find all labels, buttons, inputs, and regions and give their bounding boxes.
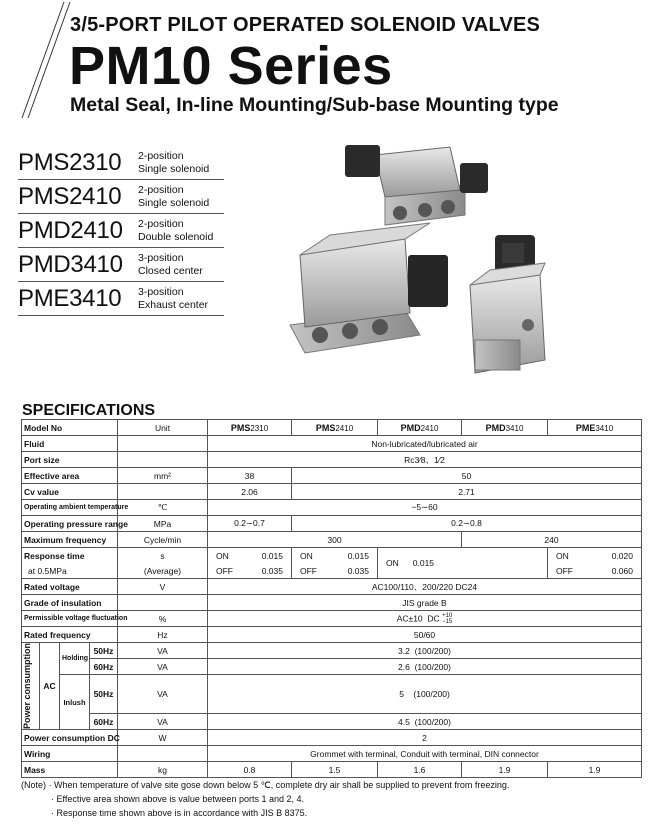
header-model-col: PMD2410	[378, 420, 462, 436]
model-item	[18, 282, 224, 316]
row-max-frequency: Maximum frequency Cycle/min 300 240	[22, 532, 642, 548]
table-header-row	[22, 420, 642, 436]
row-power-inlush-60: 60Hz VA 4.5 (100/200)	[22, 714, 642, 730]
title-slash-decoration	[0, 0, 70, 130]
row-mass: Mass kg 0.8 1.5 1.6 1.9 1.9	[22, 762, 642, 778]
row-power-holding-50: Power consumption AC Holding 50Hz VA 3.2 (100/200)	[22, 643, 642, 659]
note-line: · Effective area shown above is value between ports 1 and 2, 4.	[51, 794, 304, 804]
row-ambient-temp: Operating ambient temperature ℃ −5∼60	[22, 500, 642, 516]
row-power-holding-60: 60Hz VA 2.6 (100/200)	[22, 659, 642, 675]
header-model-col: PMS2410	[292, 420, 378, 436]
row-port-size: Port size Rc3⁄8、1⁄2	[22, 452, 642, 468]
note-line: (Note) · When temperature of valve site gose down below 5 ℃, complete dry air shall be supplied to prevent from freezing.	[21, 780, 510, 790]
model-item	[18, 214, 224, 248]
row-insulation: Grade of insulation JIS grade B	[22, 595, 642, 611]
model-item	[18, 248, 224, 282]
row-response-time-2: at 0.5MPa (Average) OFF 0.035 OFF 0.035 OFF 0.060	[22, 563, 642, 579]
header-model-no: Model No	[22, 420, 118, 436]
row-power-dc: Power consumption DC W 2	[22, 730, 642, 746]
header-model-col: PME3410	[548, 420, 642, 436]
row-voltage-fluctuation: Permissible voltage fluctuation % AC±10 DC +10 −15	[22, 611, 642, 627]
row-effective-area: Effective area mm² 38 50	[22, 468, 642, 484]
model-description: 3-position Exhaust center	[138, 286, 209, 311]
row-wiring: Wiring Grommet with terminal, Conduit with terminal, DIN connector	[22, 746, 642, 762]
model-code: PMS2310	[18, 148, 122, 176]
spec-table	[21, 419, 642, 778]
row-rated-frequency: Rated frequency Hz 50/60	[22, 627, 642, 643]
spec-heading: SPECIFICATIONS	[22, 402, 156, 419]
valve-photo-din	[470, 235, 545, 373]
row-power-inlush-50: Inlush 50Hz VA 5 (100/200)	[22, 675, 642, 714]
header-unit: Unit	[118, 420, 208, 436]
product-photo	[290, 135, 560, 385]
model-description: 3-position Closed center	[138, 252, 203, 277]
model-description: 2-position Single solenoid	[138, 184, 210, 209]
model-list	[18, 146, 224, 316]
row-rated-voltage: Rated voltage V AC100/110、200/220 DC24	[22, 579, 642, 595]
note-line: · Response time shown above is in accordance with JIS B 8375.	[51, 808, 308, 818]
footnotes	[21, 778, 646, 820]
subtitle: Metal Seal, In-line Mounting/Sub-base Mounting type	[70, 94, 559, 116]
model-code: PME3410	[18, 284, 122, 312]
model-description: 2-position Single solenoid	[138, 150, 210, 175]
power-consumption-group-label: Power consumption	[22, 643, 40, 730]
model-code: PMS2410	[18, 182, 122, 210]
row-response-time: Response time s ON 0.015 ON 0.015 ON 0.015 ON 0.020	[22, 548, 642, 564]
super-title: 3/5-PORT PILOT OPERATED SOLENOID VALVES	[70, 14, 541, 36]
header-model-col: PMD3410	[462, 420, 548, 436]
valve-photo-inline	[345, 145, 488, 225]
model-item	[18, 180, 224, 214]
model-code: PMD3410	[18, 250, 123, 278]
model-code: PMD2410	[18, 216, 123, 244]
row-pressure-range: Operating pressure range MPa 0.2∼0.7 0.2∼0.8	[22, 516, 642, 532]
row-fluid: Fluid Non-lubricated/lubricated air	[22, 436, 642, 452]
valve-photo-subbase	[290, 223, 448, 353]
port-size-value: Rc3⁄8、1⁄2	[208, 452, 642, 468]
header-model-col: PMS2310	[208, 420, 292, 436]
row-cv-value: Cv value 2.06 2.71	[22, 484, 642, 500]
model-item	[18, 146, 224, 180]
series-title: PM10 Series	[69, 36, 393, 96]
fluid-value: Non-lubricated/lubricated air	[208, 436, 642, 452]
model-description: 2-position Double solenoid	[138, 218, 214, 243]
